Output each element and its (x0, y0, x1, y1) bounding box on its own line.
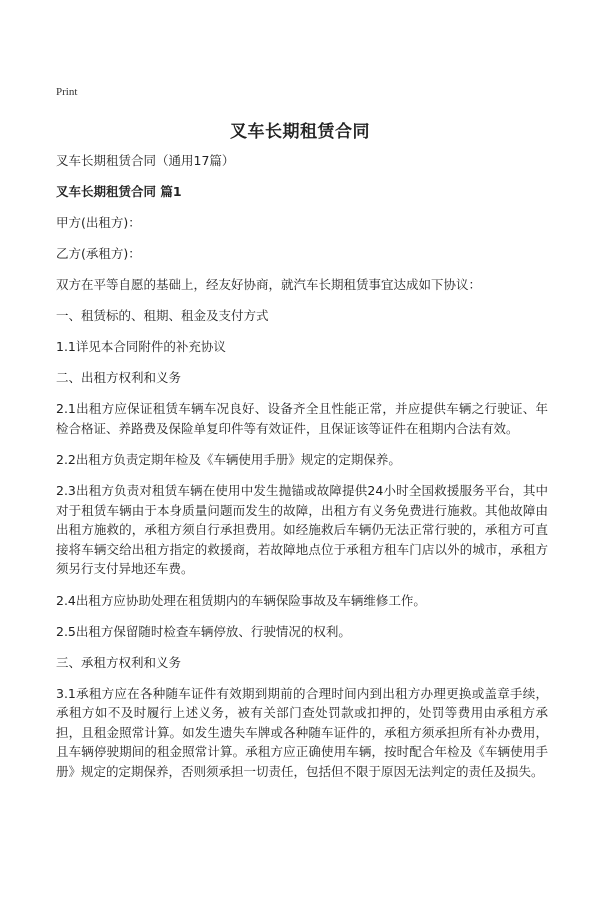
print-label: Print (56, 86, 78, 98)
clause-2-2: 2.2出租方负责定期年检及《车辆使用手册》规定的定期保养。 (56, 452, 401, 467)
clause-heading-2: 二、出租方权利和义务 (56, 370, 182, 385)
party-a-line: 甲方(出租方)： (56, 215, 141, 230)
clause-2-3: 2.3出租方负责对租赁车辆在使用中发生抛锚或故障提供24小时全国救援服务平台，其中对于租赁车辆由于本身质量问题而发生的故障，出租方有义务免费进行施救。其他故障由出租方施救的，承租方须自行承担费用。如经施救后车辆仍无法正常行驶的，承租方可直接将车辆交给出租方指定的救援商，若故障地点位于承租方租车门店以外的城市，承租方须另行支付异地还车费。 (56, 483, 548, 576)
clause-2-4: 2.4出租方应协助处理在租赁期内的车辆保险事故及车辆维修工作。 (56, 592, 426, 608)
clause-2-1: 2.1出租方应保证租赁车辆车况良好、设备齐全且性能正常，并应提供车辆之行驶证、年检合格证、养路费及保险单复印件等有效证件，且保证该等证件在租期内合法有效。 (56, 401, 548, 436)
clause-3-1: 3.1承租方应在各种随车证件有效期到期前的合理时间内到出租方办理更换或盖章手续，承租方如不及时履行上述义务，被有关部门查处罚款或扣押的，处罚等费用由承租方承担，且租金照常计算。如发生遗失车牌或各种随车证件的，承租方须承担所有补办费用，且车辆停驶期间的租金照常计算。承租方应正确使用车辆，按时配合年检及《车辆使用手册》规定的定期保养，否则须承担一切责任，包括但不限于原因无法判定的责任及损失。 (56, 685, 548, 779)
clause-2-5: 2.5出租方保留随时检查车辆停放、行驶情况的权利。 (56, 623, 351, 639)
preamble-paragraph: 双方在平等自愿的基础上，经友好协商，就汽车长期租赁事宜达成如下协议： (56, 277, 482, 292)
document-title: 叉车长期租赁合同 (230, 122, 370, 142)
clause-heading-1: 一、租赁标的、租期、租金及支付方式 (56, 308, 269, 323)
party-b-line: 乙方(承租方)： (56, 246, 141, 261)
section-heading: 叉车长期租赁合同 篇1 (56, 184, 182, 199)
clause-1-1: 1.1详见本合同附件的补充协议 (56, 339, 226, 354)
clause-heading-3: 三、承租方权利和义务 (56, 654, 182, 670)
subtitle: 叉车长期租赁合同（通用17篇） (56, 153, 235, 168)
document-body (56, 151, 548, 793)
